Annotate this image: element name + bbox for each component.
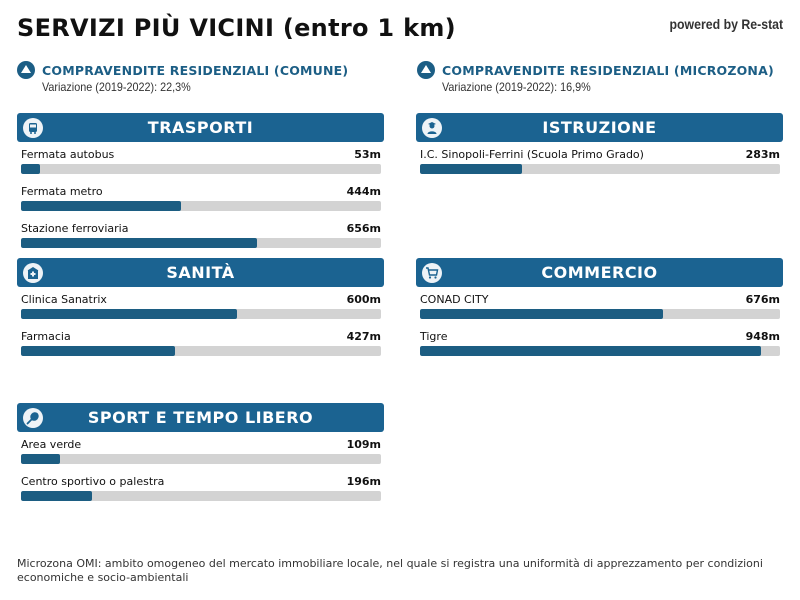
service-item <box>419 142 780 179</box>
service-distance: 600m <box>346 293 381 306</box>
section-title: SANITÀ <box>166 263 235 282</box>
section-title: ISTRUZIONE <box>542 118 657 137</box>
section-header <box>416 113 783 142</box>
distance-bar-track <box>21 309 381 319</box>
stat-microzona <box>417 61 774 94</box>
service-name: Area verde <box>21 438 82 451</box>
section-title: TRASPORTI <box>147 118 254 137</box>
cart-icon <box>422 263 442 283</box>
stat-title: COMPRAVENDITE RESIDENZIALI (COMUNE) <box>42 62 349 78</box>
distance-bar-track <box>21 201 381 211</box>
distance-bar-fill <box>21 491 92 501</box>
service-item <box>20 216 381 253</box>
section-sanita <box>17 258 384 361</box>
service-name: CONAD CITY <box>420 293 489 306</box>
section-istruzione <box>416 113 783 179</box>
service-distance: 676m <box>745 293 780 306</box>
service-item <box>20 469 381 506</box>
distance-bar-fill <box>21 454 60 464</box>
service-name: Farmacia <box>21 330 71 343</box>
service-name: I.C. Sinopoli-Ferrini (Scuola Primo Grado) <box>420 148 644 161</box>
distance-bar-track <box>420 346 780 356</box>
section-commercio <box>416 258 783 361</box>
stat-comune <box>17 61 348 94</box>
service-distance: 948m <box>745 330 780 343</box>
section-header <box>17 258 384 287</box>
service-name: Centro sportivo o palestra <box>21 475 165 488</box>
service-distance: 444m <box>346 185 381 198</box>
service-name: Tigre <box>420 330 448 343</box>
service-item <box>20 287 381 324</box>
student-icon <box>422 118 442 138</box>
triangle-up-icon <box>17 61 35 79</box>
stat-variation: Variazione (2019-2022): 16,9% <box>442 80 591 94</box>
distance-bar-fill <box>21 309 237 319</box>
service-name: Clinica Sanatrix <box>21 293 107 306</box>
service-item <box>20 432 381 469</box>
section-header <box>17 403 384 432</box>
footnote: Microzona OMI: ambito omogeneo del mercato immobiliare locale, nel quale si registra una uniformità di apprezzamento per condizioni economiche e socio-ambientali <box>17 557 763 584</box>
hospital-icon <box>23 263 43 283</box>
service-item <box>20 142 381 179</box>
service-distance: 283m <box>745 148 780 161</box>
service-name: Stazione ferroviaria <box>21 222 129 235</box>
service-item <box>20 324 381 361</box>
distance-bar-track <box>420 309 780 319</box>
service-name: Fermata autobus <box>21 148 115 161</box>
service-distance: 656m <box>346 222 381 235</box>
section-header <box>416 258 783 287</box>
section-title: COMMERCIO <box>541 263 658 282</box>
stat-title: COMPRAVENDITE RESIDENZIALI (MICROZONA) <box>442 62 774 78</box>
section-header <box>17 113 384 142</box>
distance-bar-fill <box>21 201 181 211</box>
service-distance: 109m <box>346 438 381 451</box>
service-distance: 53m <box>354 148 381 161</box>
distance-bar-track <box>420 164 780 174</box>
distance-bar-fill <box>21 346 175 356</box>
distance-bar-fill <box>21 164 40 174</box>
distance-bar-track <box>21 164 381 174</box>
distance-bar-track <box>21 346 381 356</box>
service-distance: 427m <box>346 330 381 343</box>
distance-bar-track <box>21 454 381 464</box>
distance-bar-fill <box>420 346 761 356</box>
service-distance: 196m <box>346 475 381 488</box>
service-item <box>419 287 780 324</box>
page-title: SERVIZI PIÙ VICINI (entro 1 km) <box>17 14 456 42</box>
distance-bar-track <box>21 491 381 501</box>
service-item <box>419 324 780 361</box>
distance-bar-fill <box>21 238 257 248</box>
stat-variation: Variazione (2019-2022): 22,3% <box>42 80 191 94</box>
service-name: Fermata metro <box>21 185 103 198</box>
distance-bar-track <box>21 238 381 248</box>
section-trasporti <box>17 113 384 253</box>
section-sport <box>17 403 384 506</box>
triangle-up-icon <box>417 61 435 79</box>
bus-icon <box>23 118 43 138</box>
tennis-racket-icon <box>23 408 43 428</box>
powered-by-label: powered by Re-stat <box>669 16 783 32</box>
section-title: SPORT E TEMPO LIBERO <box>87 408 314 427</box>
service-item <box>20 179 381 216</box>
distance-bar-fill <box>420 309 663 319</box>
distance-bar-fill <box>420 164 522 174</box>
